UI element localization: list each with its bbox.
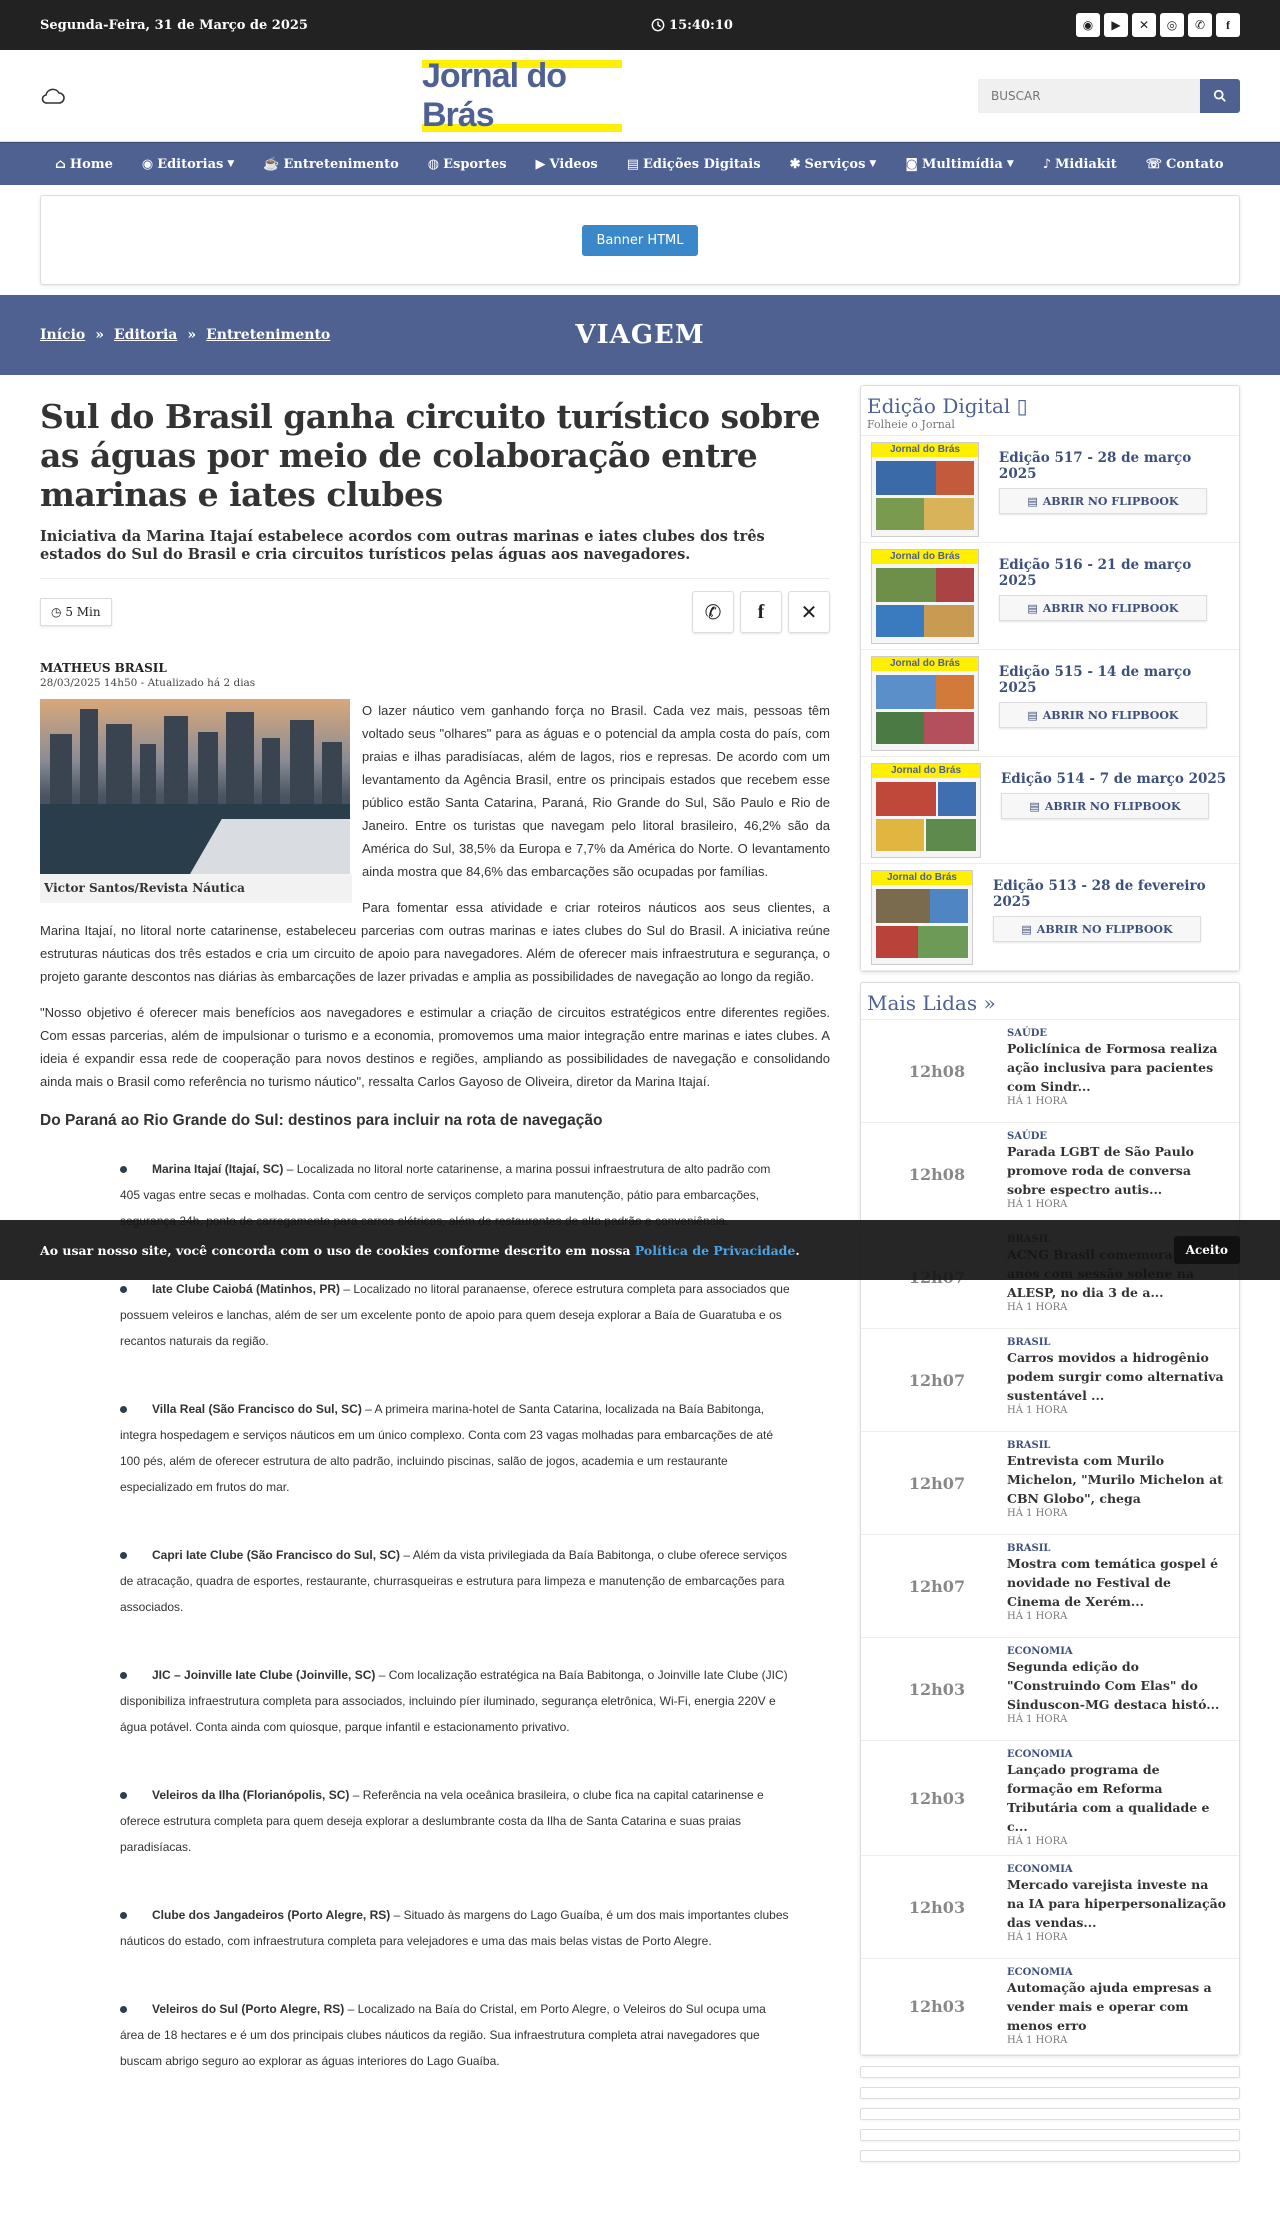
open-flipbook-button[interactable] <box>999 488 1207 514</box>
article-subheading: Do Paraná ao Rio Grande do Sul: destinos para incluir na rota de navegação <box>40 1112 603 1129</box>
marina-description: – Além da vista privilegiada da Baía Babitonga, o clube oferece serviços de atracação, quadra de esportes, restaurante, churrasqueiras e estrutura para limpeza e manutenção de embarcações para associados. <box>120 1548 787 1614</box>
open-flipbook-button[interactable] <box>1001 793 1209 819</box>
caret-down-icon: ▼ <box>227 159 235 169</box>
placeholder-bar <box>860 2129 1240 2141</box>
most-read-body <box>1007 1543 1227 1629</box>
nav-item-label: Home <box>69 156 113 172</box>
privacy-policy-link[interactable]: Política de Privacidade <box>634 1242 796 1258</box>
whatsapp-icon[interactable]: ✆ <box>1188 13 1212 37</box>
nav-item-label: Contato <box>1166 156 1224 172</box>
edition-info <box>999 549 1229 643</box>
article-meta-row <box>40 587 830 637</box>
article-lede: Iniciativa da Marina Itajaí estabelece acordos com outras marinas e iates clubes dos três estados do Sul do Brasil e cria circuitos turísticos pelas águas aos navegadores. <box>40 528 830 579</box>
placeholder-bar <box>860 2150 1240 2162</box>
site-header <box>0 50 1280 142</box>
cookie-accept-button[interactable]: Aceito <box>1174 1236 1240 1264</box>
edition-item <box>861 650 1239 757</box>
search-button[interactable] <box>1200 79 1240 113</box>
most-read-body <box>1007 1749 1227 1847</box>
marina-description: – Situado às margens do Lago Guaíba, é um dos mais importantes clubes náuticos do estado, com infraestrutura completa para velejadores e uma das mais belas vistas de Porto Alegre. <box>120 1908 789 1948</box>
rss-icon[interactable]: ◉ <box>1076 13 1100 37</box>
marina-name: Capri Iate Clube (São Francisco do Sul, SC) <box>152 1548 401 1562</box>
share-facebook-icon[interactable]: f <box>740 591 782 633</box>
most-read-time: 12h07 <box>908 1473 966 1493</box>
file-icon: ▤ <box>1029 799 1040 813</box>
marina-list-item <box>120 1396 790 1500</box>
edition-list <box>861 436 1239 971</box>
most-read-ago: HÁ 1 HORA <box>1007 1932 1068 1943</box>
article-figure <box>40 699 352 903</box>
ad-banner <box>40 195 1240 285</box>
nav-item-label: Editorias <box>157 156 224 172</box>
most-read-item[interactable] <box>861 1959 1239 2055</box>
share-whatsapp-icon[interactable]: ✆ <box>692 591 734 633</box>
nav-item-midiakit[interactable] <box>1043 157 1117 172</box>
current-date: Segunda-Feira, 31 de Março de 2025 <box>40 17 308 33</box>
marina-list <box>40 1156 830 2074</box>
nav-item-edi-es-digitais[interactable] <box>627 157 761 172</box>
edition-cover-image[interactable] <box>871 870 973 965</box>
most-read-item[interactable] <box>861 1329 1239 1432</box>
article-body <box>40 699 830 1132</box>
file-icon: ▤ <box>1021 922 1032 936</box>
mobile-icon: ▯ <box>1016 394 1028 418</box>
nav-item-servi-os[interactable] <box>790 157 877 172</box>
nav-item-contato[interactable] <box>1146 157 1224 172</box>
most-read-ago: HÁ 1 HORA <box>1007 1199 1068 1210</box>
marina-list-item <box>120 1902 790 1954</box>
article-title: Sul do Brasil ganha circuito turístico sobre as águas por meio de colaboração entre marinas e iates clubes <box>40 397 821 514</box>
open-flipbook-button[interactable] <box>993 916 1201 942</box>
edition-title[interactable]: Edição 513 - 28 de fevereiro 2025 <box>992 878 1206 910</box>
most-read-panel <box>860 982 1240 2056</box>
marina-list-item <box>120 1782 790 1860</box>
nav-item-esportes[interactable] <box>428 157 507 172</box>
marina-description: – Com localização estratégica na Baía Babitonga, o Joinville Iate Clube (JIC) disponibiliza infraestrutura completa para associados, incluindo píer iluminado, segurança eletrônica, Wi-Fi, energia 220V e água potável. Conta ainda com quiosque, parque infantil e estacionamento privativo. <box>120 1668 788 1734</box>
search-input[interactable] <box>978 79 1200 113</box>
most-read-list <box>861 1020 1239 2055</box>
logo-text: Jornal do Brás <box>422 56 567 134</box>
most-read-title[interactable]: ALESP, no dia 3 de a... <box>1007 1285 1164 1300</box>
most-read-ago: HÁ 1 HORA <box>1007 1302 1068 1313</box>
phone-icon: ☏ <box>1145 156 1163 172</box>
cover-masthead: Jornal do Brás <box>872 871 972 885</box>
banner-html-button[interactable]: Banner HTML <box>582 225 697 256</box>
breadcrumb-editoria[interactable]: Editoria <box>113 327 178 343</box>
nav-item-entretenimento[interactable] <box>263 157 399 172</box>
youtube-icon[interactable]: ▶ <box>1104 13 1128 37</box>
marina-name: Marina Itajaí (Itajaí, SC) <box>152 1162 284 1176</box>
most-read-time: 12h08 <box>908 1164 966 1184</box>
most-read-title[interactable]: Automação ajuda empresas a vender mais e operar com menos erro <box>1007 1980 1212 2033</box>
gear-icon: ✱ <box>789 156 801 172</box>
file-icon: ▤ <box>1027 494 1038 508</box>
marina-description: – Localizado no litoral paranaense, oferece estrutura completa para associados que possuem veleiros e lanchas, além de ser um excelente ponto de apoio para quem deseja explorar a Baía de Guaratuba e os recantos naturais da região. <box>120 1282 790 1348</box>
most-read-title[interactable]: Lançado programa de formação em Reforma Tributária com a qualidade e c... <box>1007 1762 1210 1834</box>
rss-icon: ◉ <box>141 156 154 172</box>
digital-edition-subtitle: Folheie o Jornal <box>867 418 955 431</box>
marina-list-item <box>120 1662 790 1740</box>
most-read-time: 12h03 <box>908 1997 966 2016</box>
open-flipbook-button[interactable] <box>999 595 1207 621</box>
most-read-item[interactable] <box>861 1856 1239 1959</box>
marina-list-item <box>120 1276 790 1354</box>
most-read-time: 12h03 <box>908 1897 966 1917</box>
open-flipbook-label: ABRIR NO FLIPBOOK <box>1042 494 1179 508</box>
article-author[interactable]: MATHEUS BRASIL <box>40 661 167 675</box>
open-flipbook-label: ABRIR NO FLIPBOOK <box>1042 708 1179 722</box>
marina-name: Clube dos Jangadeiros (Porto Alegre, RS) <box>152 1908 391 1922</box>
open-flipbook-label: ABRIR NO FLIPBOOK <box>1042 601 1179 615</box>
breadcrumb-home[interactable]: Início <box>40 327 86 343</box>
most-read-category: BRASIL <box>1007 1543 1051 1554</box>
most-read-title[interactable]: Segunda edição do "Construindo Com Elas" do Sinduscon-MG destaca histó... <box>1007 1659 1220 1712</box>
cloud-icon <box>40 86 66 106</box>
nav-item-videos[interactable] <box>536 157 598 172</box>
most-read-item[interactable] <box>861 1123 1239 1226</box>
nav-item-editorias[interactable] <box>142 157 234 172</box>
most-read-item[interactable] <box>861 1535 1239 1638</box>
article-paragraph: "Nosso objetivo é oferecer mais benefícios aos navegadores e estimular a criação de circuitos estratégicos entre diferentes regiões. Com essas parcerias, além de impulsionar o turismo e a economia, promovemos uma maior integração entre marinas e iates clubes. A ideia é expandir essa rede de cooperação para novos destinos e regiões, ampliando as possibilidades de navegação e consolidando ainda mais o Brasil como referência no turismo náutico", ressalta Carlos Gayoso de Oliveira, diretor da Marina Itajaí. <box>40 1005 830 1089</box>
most-read-title[interactable]: Carros movidos a hidrogênio podem surgir como alternativa sustentável ... <box>1007 1350 1224 1403</box>
edition-cover-image[interactable] <box>871 442 979 537</box>
most-read-category: ECONOMIA <box>1007 1864 1073 1875</box>
section-header <box>0 295 1280 375</box>
digital-edition-header <box>861 386 1239 436</box>
clock <box>651 18 733 33</box>
most-read-title[interactable]: Policlínica de Formosa realiza ação inclusiva para pacientes com Sindr... <box>1007 1041 1218 1094</box>
camera-icon: ◙ <box>905 156 918 172</box>
cookie-banner <box>0 1220 1280 1280</box>
cookie-text-end: . <box>795 1242 800 1258</box>
cookie-text: Ao usar nosso site, você concorda com o uso de cookies conforme descrito em nossa <box>40 1242 631 1258</box>
file-icon: ▤ <box>1027 708 1038 722</box>
edition-cover-image[interactable] <box>871 549 979 644</box>
search-form <box>978 79 1240 113</box>
cover-masthead: Jornal do Brás <box>872 550 978 564</box>
marina-name: Veleiros do Sul (Porto Alegre, RS) <box>152 2002 345 2016</box>
sidebar-placeholders <box>860 2066 1240 2162</box>
article-paragraph: O lazer náutico vem ganhando força no Brasil. Cada vez mais, pessoas têm voltado seus "olhares" para as águas e o potencial da ampla costa do país, com praias e ilhas paradisíacas, além de lagos, rios e represas. De acordo com um levantamento da Agência Brasil, entre os principais estados que recebem esse público estão Santa Catarina, Paraná, Rio Grande do Sul, São Paulo e Rio de Janeiro. Entre os turistas que navegam pelo litoral brasileiro, 46,2% são da América do Sul, 38,5% da Europa e 7,7% da América do Norte. O levantamento ainda mostra que 84,6% das embarcações são ocupadas por famílias. <box>362 703 830 879</box>
most-read-title[interactable]: Parada LGBT de São Paulo promove roda de conversa sobre espectro autis... <box>1007 1144 1194 1197</box>
marina-list-item <box>120 1996 790 2074</box>
cover-masthead: Jornal do Brás <box>872 443 978 457</box>
most-read-title[interactable]: Mostra com temática gospel é novidade no Festival de Cinema de Xerém... <box>1007 1556 1219 1609</box>
article-paragraph: Para fomentar essa atividade e criar roteiros náuticos aos seus clientes, a Marina Itajaí, no litoral norte catarinense, estabeleceu parcerias com outras marinas e iates clubes do Sul do Brasil. A iniciativa reúne estruturas náuticas dos três estados e cria um circuito de apoio para navegadores. Além de oferecer mais infraestrutura e segurança, o projeto garante descontos nas diárias às embarcações de lazer privadas e amplia as possibilidades de navegação ao longo da região. <box>40 900 830 984</box>
edition-cover-image[interactable] <box>871 656 979 751</box>
instagram-icon[interactable]: ◎ <box>1160 13 1184 37</box>
open-flipbook-button[interactable] <box>999 702 1207 728</box>
nav-item-label: Multimídia <box>921 156 1003 172</box>
most-read-body <box>1007 1864 1227 1950</box>
most-read-header <box>861 983 1239 1020</box>
most-read-time: 12h03 <box>908 1788 966 1808</box>
most-read-title[interactable]: Mais Lidas » <box>867 991 996 1015</box>
section-title: VIAGEM <box>575 320 705 350</box>
most-read-item[interactable] <box>861 1638 1239 1741</box>
search-icon <box>1213 89 1227 103</box>
edition-title[interactable]: Edição 515 - 14 de março 2025 <box>998 664 1192 696</box>
cookie-message <box>40 1243 800 1258</box>
breadcrumb <box>40 327 330 343</box>
share-x-icon[interactable]: ✕ <box>788 591 830 633</box>
placeholder-bar <box>860 2087 1240 2099</box>
most-read-body <box>1007 1646 1227 1732</box>
edition-title[interactable]: Edição 517 - 28 de março 2025 <box>998 450 1192 482</box>
most-read-title[interactable]: Mercado varejista investe na na IA para hiperpersonalização das vendas... <box>1007 1877 1227 1930</box>
social-links <box>1076 13 1240 37</box>
marina-description: – Localizado na Baía do Cristal, em Porto Alegre, o Veleiros do Sul ocupa uma área de 18 hectares e é um dos principais clubes náuticos da região. Sua infraestrutura completa atrai navegadores que buscam abrigo seguro ao explorar as águas interiores do Lago Guaíba. <box>120 2002 766 2068</box>
nav-item-label: Videos <box>549 156 598 172</box>
most-read-time: 12h08 <box>908 1061 966 1081</box>
most-read-ago: HÁ 1 HORA <box>1007 2035 1068 2046</box>
cover-masthead: Jornal do Brás <box>872 764 980 778</box>
most-read-item[interactable] <box>861 1432 1239 1535</box>
most-read-ago: HÁ 1 HORA <box>1007 1714 1068 1725</box>
nav-item-label: Midiakit <box>1055 156 1117 172</box>
nav-item-label: Edições Digitais <box>643 156 761 172</box>
caret-down-icon: ▼ <box>869 159 877 169</box>
digital-edition-panel <box>860 385 1240 972</box>
nav-item-label: Esportes <box>443 156 507 172</box>
most-read-category: ECONOMIA <box>1007 1749 1073 1760</box>
edition-info <box>999 656 1229 750</box>
edition-info <box>999 442 1229 536</box>
marina-name: Iate Clube Caiobá (Matinhos, PR) <box>152 1282 341 1296</box>
article-photo-marina[interactable] <box>40 699 350 874</box>
marina-description: – Localizada no litoral norte catarinense, a marina possui infraestrutura de alto padrão com 405 vagas entre secas e molhadas. Conta com centro de serviços completo para manutenção, pátio para embarcações, <box>120 1162 771 1202</box>
most-read-ago: HÁ 1 HORA <box>1007 1096 1068 1107</box>
most-read-item[interactable] <box>861 1020 1239 1123</box>
home-icon: ⌂ <box>55 156 66 172</box>
edition-item <box>861 543 1239 650</box>
most-read-time: 12h03 <box>908 1679 966 1699</box>
most-read-category: BRASIL <box>1007 1440 1051 1451</box>
digital-edition-title-text: Edição Digital <box>867 394 1011 418</box>
nav-item-label: Entretenimento <box>283 156 399 172</box>
read-time: 5 Min <box>65 605 101 619</box>
file-icon: ▤ <box>626 156 639 172</box>
marina-description: – A primeira marina-hotel de Santa Catarina, localizada na Baía Babitonga, integra hospedagem e serviços náuticos em um único complexo. Conta com 23 vagas molhadas para embarcações de até 100 pés, além de oferecer estrutura de alto padrão, incluindo piscinas, salão de jogos, academia e um restaurante especializado em frutos do mar. <box>120 1402 774 1494</box>
coffee-icon: ☕ <box>263 156 280 172</box>
caret-down-icon: ▼ <box>1006 159 1014 169</box>
marina-name: Veleiros da Ilha (Florianópolis, SC) <box>152 1788 350 1802</box>
marina-name: JIC – Joinville Iate Clube (Joinville, SC) <box>152 1668 376 1682</box>
nav-item-multim-dia[interactable] <box>905 157 1013 172</box>
open-flipbook-label: ABRIR NO FLIPBOOK <box>1044 799 1181 813</box>
most-read-ago: HÁ 1 HORA <box>1007 1405 1068 1416</box>
edition-info <box>1001 763 1226 857</box>
most-read-category: ECONOMIA <box>1007 1967 1073 1978</box>
edition-info <box>993 870 1229 964</box>
placeholder-bar <box>860 2108 1240 2120</box>
breadcrumb-separator-icon: » <box>95 327 104 343</box>
edition-title[interactable]: Edição 516 - 21 de março 2025 <box>998 557 1192 589</box>
current-time: 15:40:10 <box>669 17 733 33</box>
cover-masthead: Jornal do Brás <box>872 657 978 671</box>
most-read-time: 12h07 <box>908 1576 966 1596</box>
most-read-body <box>1007 1131 1227 1217</box>
bell-icon: ♪ <box>1042 156 1052 172</box>
most-read-ago: HÁ 1 HORA <box>1007 1508 1068 1519</box>
most-read-ago: HÁ 1 HORA <box>1007 1836 1068 1847</box>
most-read-category: BRASIL <box>1007 1337 1051 1348</box>
edition-cover-image[interactable] <box>871 763 981 858</box>
nav-item-label: Serviços <box>804 156 866 172</box>
marina-description: – Referência na vela oceânica brasileira, o clube fica na capital catarinense e oferece estrutura completa para quem deseja explorar a deslumbrante costa da Ilha de Santa Catarina e suas praias paradisíacas. <box>120 1788 764 1854</box>
placeholder-bar <box>860 2066 1240 2078</box>
most-read-title[interactable]: Entrevista com Murilo Michelon, "Murilo Michelon at CBN Globo", chega <box>1007 1453 1223 1506</box>
article-date: 28/03/2025 14h50 - Atualizado há 2 dias <box>40 677 256 689</box>
nav-item-home[interactable] <box>55 157 113 172</box>
breadcrumb-entretenimento[interactable]: Entretenimento <box>206 327 331 343</box>
digital-edition-title <box>867 394 1233 418</box>
file-icon: ▤ <box>1027 601 1038 615</box>
most-read-category: SAÚDE <box>1007 1131 1047 1142</box>
x-icon[interactable]: ✕ <box>1132 13 1156 37</box>
most-read-ago: HÁ 1 HORA <box>1007 1611 1068 1622</box>
marina-name: Villa Real (São Francisco do Sul, SC) <box>152 1402 362 1416</box>
edition-item <box>861 757 1239 864</box>
facebook-icon[interactable]: f <box>1216 13 1240 37</box>
edition-item <box>861 864 1239 971</box>
play-icon: ▶ <box>535 156 546 172</box>
ball-icon: ◍ <box>427 156 440 172</box>
most-read-body <box>1007 1967 1227 2046</box>
most-read-item[interactable] <box>861 1741 1239 1856</box>
most-read-body <box>1007 1028 1227 1114</box>
main-nav <box>0 142 1280 185</box>
breadcrumb-separator-icon: » <box>187 327 197 343</box>
photo-caption: Victor Santos/Revista Náutica <box>40 874 352 903</box>
marina-list-item <box>120 1542 790 1620</box>
clock-icon: ◷ <box>51 605 62 619</box>
edition-title[interactable]: Edição 514 - 7 de março 2025 <box>1001 771 1227 787</box>
top-bar <box>0 0 1280 50</box>
open-flipbook-label: ABRIR NO FLIPBOOK <box>1036 922 1173 936</box>
most-read-time: 12h07 <box>908 1370 966 1390</box>
most-read-body <box>1007 1440 1227 1526</box>
site-logo[interactable] <box>422 56 622 134</box>
most-read-category: ECONOMIA <box>1007 1646 1073 1657</box>
read-time-badge <box>40 598 112 626</box>
most-read-body <box>1007 1337 1227 1423</box>
edition-item <box>861 436 1239 543</box>
clock-icon <box>651 18 665 32</box>
share-buttons <box>692 591 830 633</box>
most-read-category: SAÚDE <box>1007 1028 1047 1039</box>
